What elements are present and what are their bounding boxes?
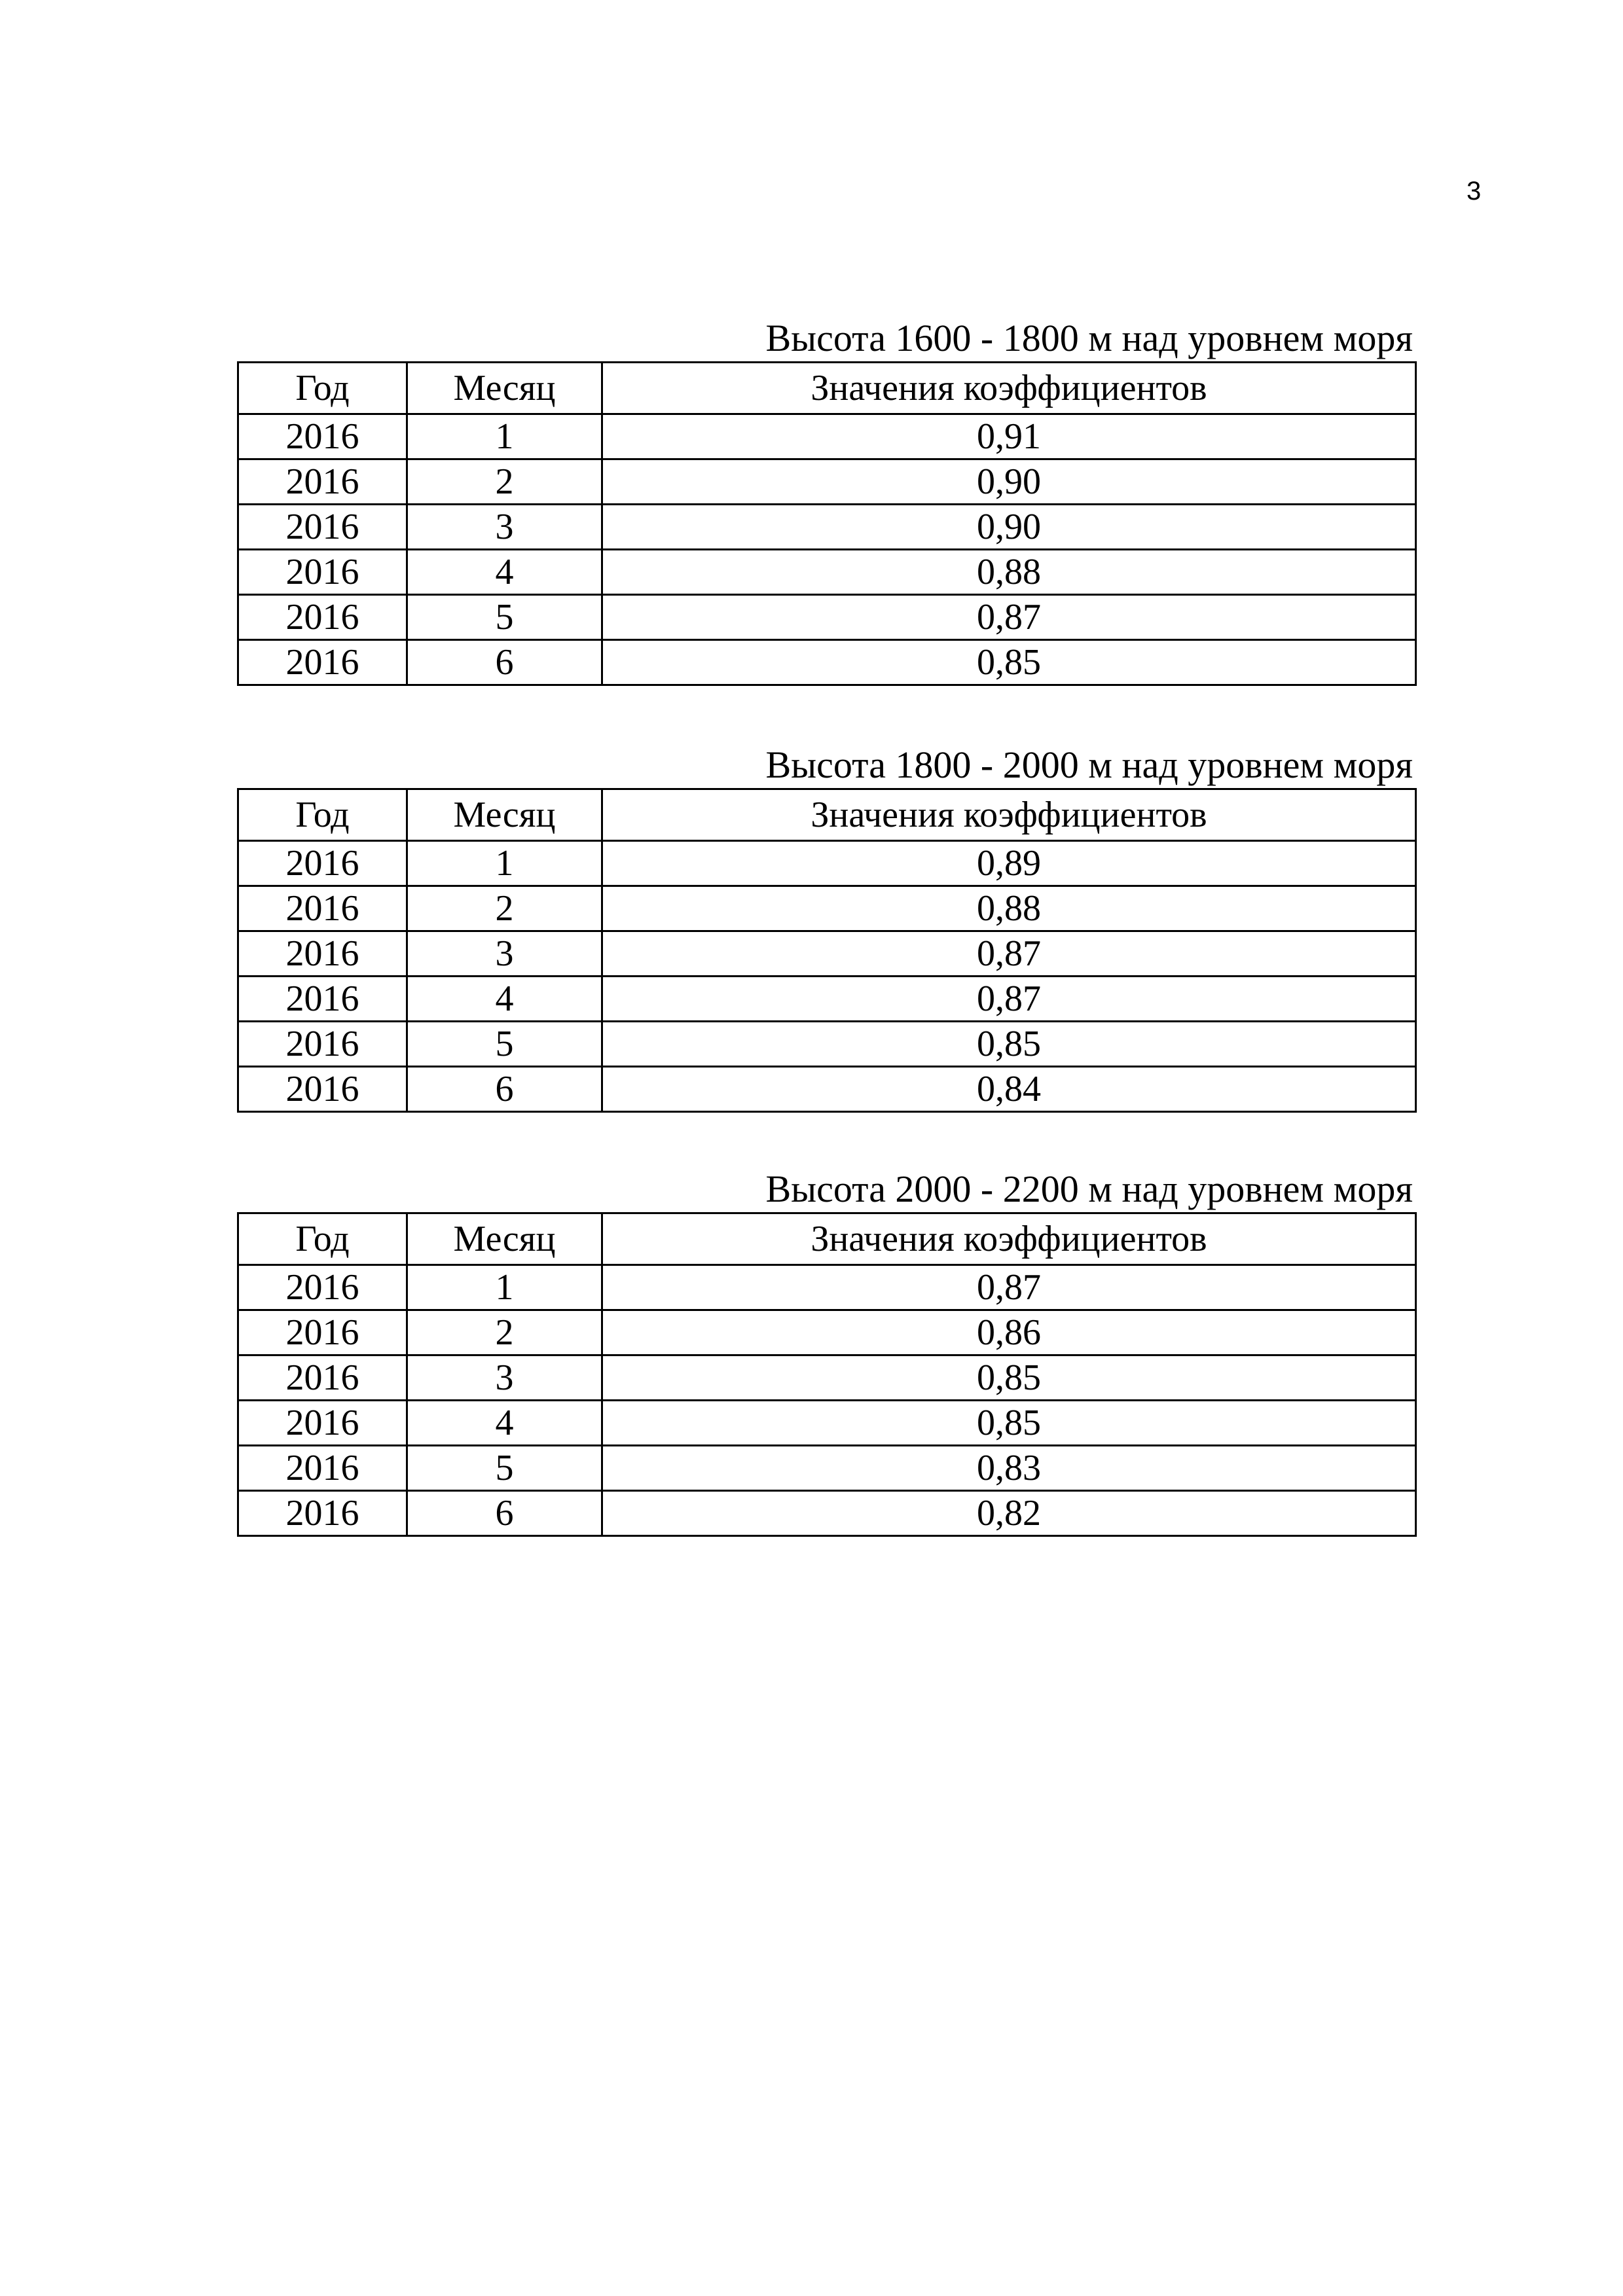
cell-year: 2016 — [238, 841, 407, 886]
column-header-value: Значения коэффициентов — [602, 1213, 1416, 1265]
table-section-1600-1800 — [237, 319, 1417, 686]
table-row — [238, 640, 1416, 685]
cell-year: 2016 — [238, 1491, 407, 1536]
cell-month: 6 — [407, 1067, 602, 1112]
cell-value: 0,88 — [602, 886, 1416, 931]
cell-month: 5 — [407, 1446, 602, 1491]
table-row — [238, 1401, 1416, 1446]
table-row — [238, 459, 1416, 505]
cell-value: 0,87 — [602, 931, 1416, 977]
cell-year: 2016 — [238, 505, 407, 550]
cell-year: 2016 — [238, 414, 407, 459]
cell-year: 2016 — [238, 550, 407, 595]
cell-value: 0,85 — [602, 1401, 1416, 1446]
header-row — [238, 1213, 1416, 1265]
column-header-month: Месяц — [407, 1213, 602, 1265]
cell-month: 2 — [407, 459, 602, 505]
cell-value: 0,87 — [602, 1265, 1416, 1310]
table-row — [238, 886, 1416, 931]
cell-year: 2016 — [238, 1310, 407, 1355]
cell-year: 2016 — [238, 640, 407, 685]
cell-month: 3 — [407, 1355, 602, 1401]
cell-month: 4 — [407, 977, 602, 1022]
page-number: 3 — [1467, 177, 1482, 206]
table-row — [238, 1310, 1416, 1355]
table-row — [238, 550, 1416, 595]
cell-year: 2016 — [238, 459, 407, 505]
cell-value: 0,87 — [602, 977, 1416, 1022]
table-row — [238, 1446, 1416, 1491]
cell-value: 0,88 — [602, 550, 1416, 595]
table-caption: Высота 1800 - 2000 м над уровнем моря — [765, 744, 1413, 786]
cell-month: 3 — [407, 505, 602, 550]
cell-value: 0,82 — [602, 1491, 1416, 1536]
column-header-value: Значения коэффициентов — [602, 789, 1416, 841]
header-row — [238, 789, 1416, 841]
cell-month: 5 — [407, 1022, 602, 1067]
cell-year: 2016 — [238, 595, 407, 640]
table-row — [238, 1067, 1416, 1112]
table-section-1800-2000 — [237, 746, 1417, 1113]
cell-value: 0,87 — [602, 595, 1416, 640]
table-row — [238, 414, 1416, 459]
cell-value: 0,86 — [602, 1310, 1416, 1355]
cell-month: 2 — [407, 886, 602, 931]
cell-year: 2016 — [238, 1401, 407, 1446]
cell-value: 0,90 — [602, 459, 1416, 505]
cell-value: 0,89 — [602, 841, 1416, 886]
cell-value: 0,85 — [602, 640, 1416, 685]
cell-month: 6 — [407, 1491, 602, 1536]
column-header-month: Месяц — [407, 789, 602, 841]
cell-value: 0,83 — [602, 1446, 1416, 1491]
cell-value: 0,85 — [602, 1355, 1416, 1401]
cell-month: 1 — [407, 841, 602, 886]
cell-month: 5 — [407, 595, 602, 640]
cell-month: 1 — [407, 414, 602, 459]
table-caption: Высота 2000 - 2200 м над уровнем моря — [765, 1168, 1413, 1210]
table-row — [238, 1022, 1416, 1067]
column-header-year: Год — [238, 789, 407, 841]
table-row — [238, 1265, 1416, 1310]
table-row — [238, 977, 1416, 1022]
table-row — [238, 1491, 1416, 1536]
cell-year: 2016 — [238, 931, 407, 977]
cell-month: 4 — [407, 550, 602, 595]
header-row — [238, 363, 1416, 414]
column-header-year: Год — [238, 363, 407, 414]
column-header-year: Год — [238, 1213, 407, 1265]
cell-year: 2016 — [238, 1067, 407, 1112]
cell-month: 6 — [407, 640, 602, 685]
cell-month: 3 — [407, 931, 602, 977]
table-row — [238, 931, 1416, 977]
table-section-2000-2200 — [237, 1170, 1417, 1537]
cell-value: 0,84 — [602, 1067, 1416, 1112]
cell-year: 2016 — [238, 977, 407, 1022]
coefficients-table — [237, 788, 1417, 1113]
cell-year: 2016 — [238, 1022, 407, 1067]
cell-year: 2016 — [238, 1265, 407, 1310]
cell-year: 2016 — [238, 1355, 407, 1401]
table-row — [238, 595, 1416, 640]
cell-year: 2016 — [238, 886, 407, 931]
cell-month: 2 — [407, 1310, 602, 1355]
cell-value: 0,91 — [602, 414, 1416, 459]
cell-value: 0,90 — [602, 505, 1416, 550]
cell-month: 4 — [407, 1401, 602, 1446]
column-header-value: Значения коэффициентов — [602, 363, 1416, 414]
table-row — [238, 1355, 1416, 1401]
cell-year: 2016 — [238, 1446, 407, 1491]
table-caption: Высота 1600 - 1800 м над уровнем моря — [765, 317, 1413, 359]
coefficients-table — [237, 361, 1417, 686]
cell-value: 0,85 — [602, 1022, 1416, 1067]
coefficients-table — [237, 1212, 1417, 1537]
cell-month: 1 — [407, 1265, 602, 1310]
table-row — [238, 505, 1416, 550]
column-header-month: Месяц — [407, 363, 602, 414]
table-row — [238, 841, 1416, 886]
